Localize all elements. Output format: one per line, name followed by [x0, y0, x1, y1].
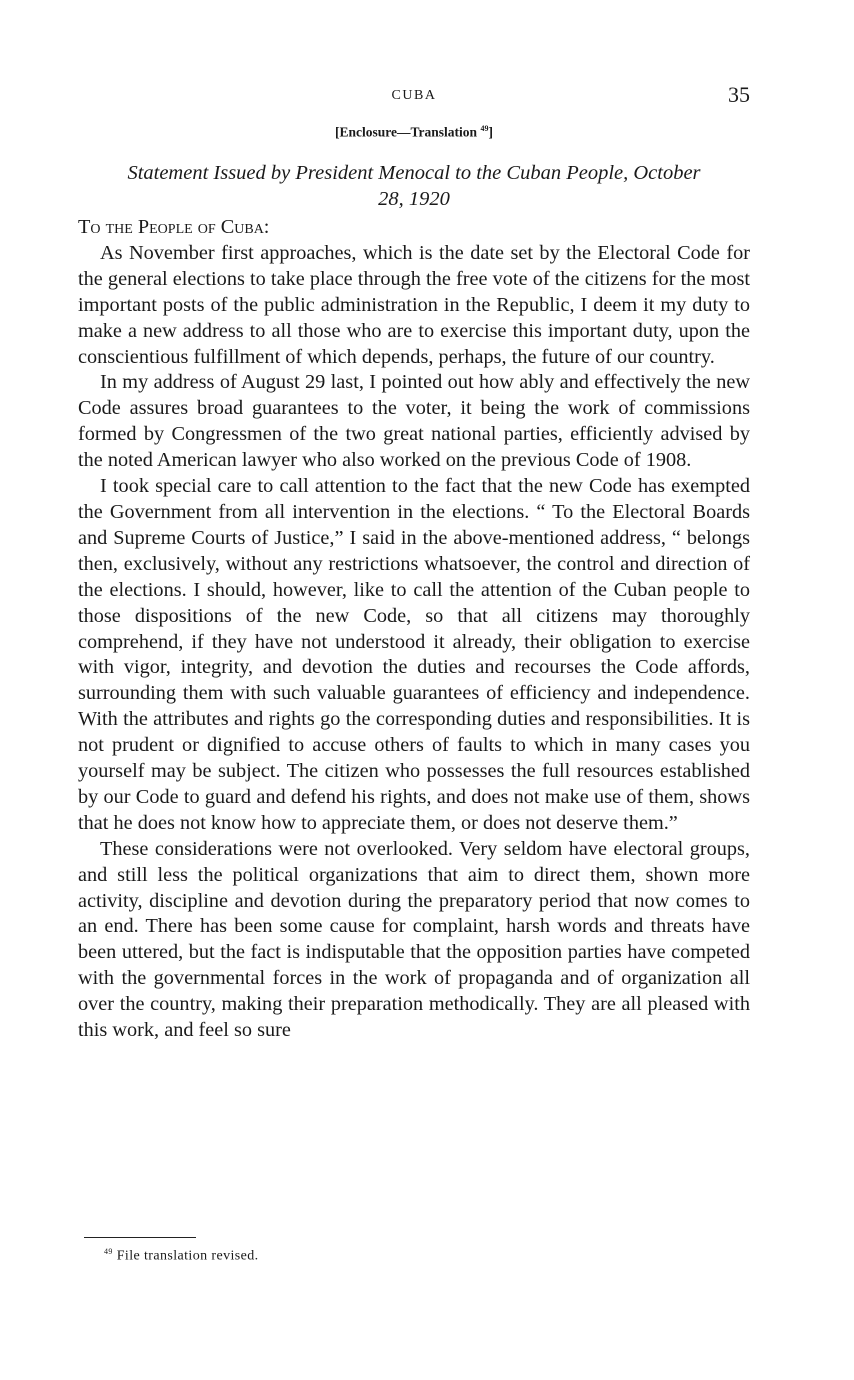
- running-head: [78, 84, 750, 108]
- enclosure-bracket: ]: [488, 124, 493, 140]
- page-number: 35: [728, 82, 750, 107]
- footnote-reference: 49: [480, 124, 489, 133]
- document-title-line-2: 28, 1920: [378, 188, 450, 210]
- running-title: CUBA: [391, 88, 437, 103]
- document-title: [78, 160, 750, 212]
- footnote-divider: [84, 1237, 196, 1238]
- enclosure-label: [78, 124, 750, 141]
- document-title-line-1: Statement Issued by President Menocal to the Cuban People, October: [127, 162, 701, 184]
- paragraph-4: These considerations were not overlooked. Very seldom have electoral groups, and still less the political organizations that aim to direct them, shown more activity, discipline and devotion during the preparatory period that now comes to an end. There has been some cause for complaint, harsh words and threats have been uttered, but the fact is indisputable that the opposition parties have competed with the governmental forces in the work of propaganda and of organization all over the country, making their preparation methodically. They are all pleased with this work, and feel so sure: [78, 837, 750, 1042]
- footnote-text: File translation revised.: [116, 1248, 259, 1264]
- paragraph-2: In my address of August 29 last, I pointed out how ably and effectively the new Code assures broad guarantees to the voter, it being the work of commissions formed by Congressmen of the two great national parties, efficiently advised by the noted American lawyer who also worked on the previous Code of 1908.: [78, 371, 750, 472]
- body-text: [78, 215, 750, 1044]
- salutation-text: To the People of Cuba:: [78, 216, 270, 238]
- paragraph-1: As November first approaches, which is the date set by the Electoral Code for the general elections to take place through the free vote of the citizens for the most important posts of the public administration in the Republic, I deem it my duty to make a new address to all those who are to exercise this important duty, upon the conscientious fulfillment of which depends, perhaps, the future of our country.: [78, 241, 750, 368]
- paragraph-3: I took special care to call attention to the fact that the new Code has exempted the Government from all intervention in the elections. “ To the Electoral Boards and Supreme Courts of Justice,” I said in the above-mentioned address, “ belongs then, exclusively, without any restrictions whatsoever, the control and direction of the elections. I should, however, like to call the attention of the Cuban people to those dispositions of the new Code, so that all citizens may thoroughly comprehend, if they have not understood it already, their obligation to exercise with vigor, integrity, and devotion the duties and recourses the Code affords, surrounding them with such valuable guarantees of efficiency and independence. With the attributes and rights go the corresponding duties and responsibilities. It is not prudent or dignified to accuse others of faults to which in many cases you yourself may be subject. The citizen who possesses the full resources established by our Code to guard and defend his rights, and does not make use of them, shows that he does not know how to appreciate them, or does not deserve them.”: [78, 475, 750, 834]
- footnote-marker: 49: [104, 1247, 113, 1256]
- footnote: [104, 1247, 259, 1265]
- enclosure-text: [Enclosure—Translation: [335, 124, 478, 140]
- salutation: [78, 215, 750, 241]
